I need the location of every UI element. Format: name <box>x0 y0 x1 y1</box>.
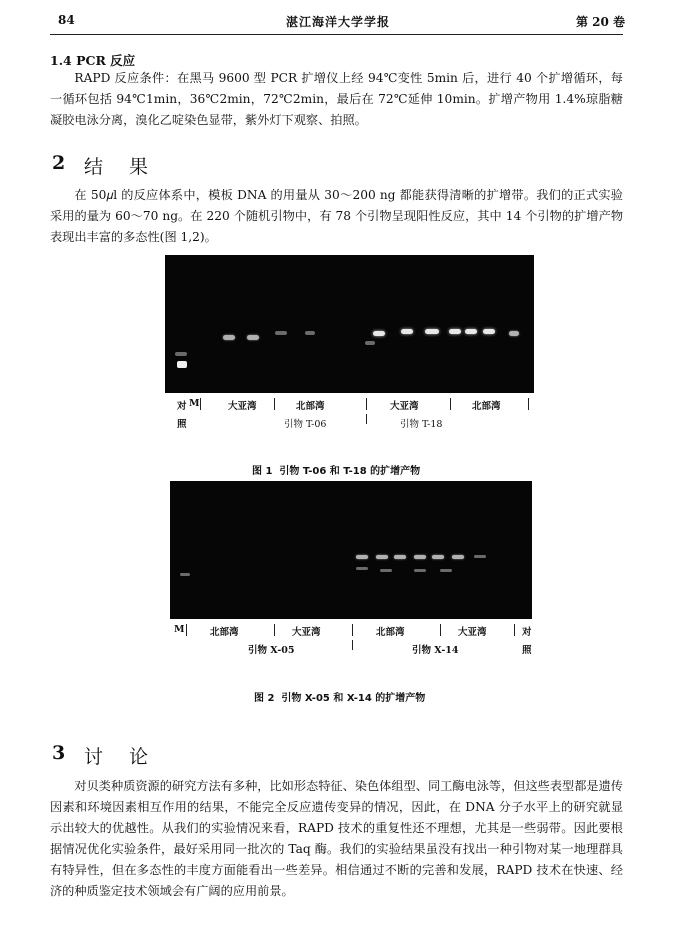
page-number: 84 <box>58 13 75 27</box>
section-2-title: 结 果 <box>84 156 159 178</box>
figure-2-gel-image <box>170 481 532 619</box>
figure-2-lane-labels <box>170 624 540 670</box>
fig1-group-daya-bay-1: 大亚湾 <box>228 401 257 412</box>
fig1-control-label-top: 对 <box>177 401 187 412</box>
fig2-group-beibu-gulf-2: 北部湾 <box>376 627 405 638</box>
figure-2-caption <box>254 689 425 704</box>
figure-1-lane-labels <box>168 398 538 444</box>
fig1-primer-t06-label: 引物 T-06 <box>284 419 327 430</box>
journal-title: 湛江海洋大学学报 <box>286 15 391 29</box>
section-3-body: 对贝类种质资源的研究方法有多种，比如形态特征、染色体组型、同工酶电泳等，但这些表型都是遗传因素和环境因素相互作用的结果，不能完全反应遗传变异的情况，因此，在 DNA 分子水平上的研究就显示出较大的优越性。从我们的实验情况来看，RAPD 技术的重复性还不理想，尤其是一些弱带。因此要根据情况优化实验条件，最好采用同一批次的 Taq 酶。我们的实验结果虽没有找出一种引物对某一地理群具有特异性，但在多态性的丰度方面能看出一些差异。相信通过不断的完善和发展，RAPD 技术在快速、经济的种质鉴定技术领域会有广阔的应用前景。 <box>50 779 623 898</box>
fig1-group-beibu-gulf-1: 北部湾 <box>296 401 325 412</box>
section-3-title: 讨 论 <box>84 746 159 768</box>
fig1-group-beibu-gulf-2: 北部湾 <box>472 401 501 412</box>
fig2-group-daya-bay-2: 大亚湾 <box>458 627 487 638</box>
section-2-number: 2 <box>52 152 76 174</box>
figure-1-caption <box>252 462 420 477</box>
figure-1-caption-text: 引物 T-06 和 T-18 的扩增产物 <box>279 466 421 477</box>
section-3-number: 3 <box>52 742 76 764</box>
section-2-body: 在 50𝜇l 的反应体系中，模板 DNA 的用量从 30～200 ng 都能获得清晰的扩增带。我们的正式实验采用的量为 60～70 ng。在 220 个随机引物中，有 78 个引物呈现阳性反应，其中 14 个引物的扩增产物表现出丰富的多态性(图 1,2)。 <box>50 188 623 244</box>
fig2-control-label-bottom: 照 <box>522 645 532 656</box>
fig2-marker-label: M <box>174 624 185 635</box>
fig1-control-label-bottom: 照 <box>177 419 187 430</box>
figure-2-caption-text: 引物 X-05 和 X-14 的扩增产物 <box>281 693 426 704</box>
fig2-primer-x05-label: 引物 X-05 <box>248 645 295 656</box>
section-1-4-body: RAPD 反应条件：在黑马 9600 型 PCR 扩增仪上经 94℃变性 5min 后，进行 40 个扩增循环，每一循环包括 94℃1min，36℃2min，72℃2min，最后在 72℃延伸 10min。扩增产物用 1.4%琼脂糖凝胶电泳分离，溴化乙啶染色显带，紫外灯下观察、拍照。 <box>50 71 623 127</box>
fig2-primer-x14-label: 引物 X-14 <box>412 645 459 656</box>
fig2-group-beibu-gulf-1: 北部湾 <box>210 627 239 638</box>
fig2-group-daya-bay-1: 大亚湾 <box>292 627 321 638</box>
figure-1-number: 图 1 <box>252 466 273 477</box>
section-1-4-heading: 1.4 PCR 反应 <box>50 53 136 68</box>
fig1-group-daya-bay-2: 大亚湾 <box>390 401 419 412</box>
header-rule <box>50 34 623 35</box>
fig1-marker-label: M <box>189 398 200 409</box>
fig1-primer-t18-label: 引物 T-18 <box>400 419 443 430</box>
figure-1-gel-image <box>165 255 534 393</box>
volume-label: 第 20 卷 <box>576 15 626 29</box>
fig2-control-label-top: 对 <box>522 627 532 638</box>
figure-2-number: 图 2 <box>254 693 275 704</box>
